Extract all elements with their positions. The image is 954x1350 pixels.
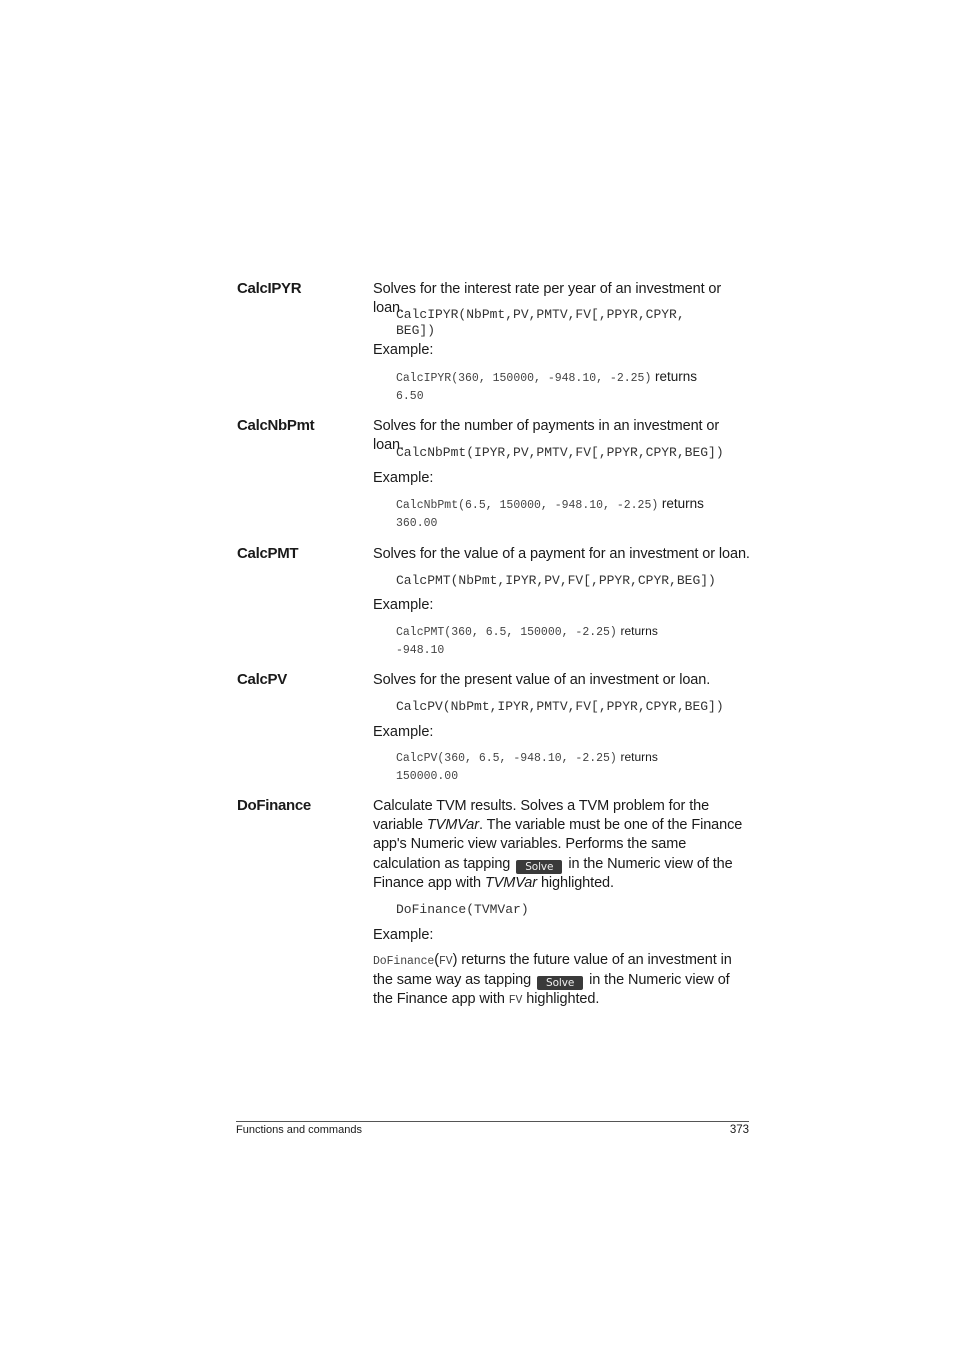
entry-term: CalcPV bbox=[237, 671, 287, 688]
example-result: 360.00 bbox=[396, 517, 438, 530]
example-block bbox=[396, 749, 756, 785]
example-result: 6.50 bbox=[396, 390, 424, 403]
example-code: FV bbox=[508, 994, 523, 1008]
example-code: CalcPMT(360, 6.5, 150000, -2.25) bbox=[396, 626, 617, 639]
footer-rule bbox=[236, 1121, 749, 1122]
example-code: FV bbox=[438, 955, 453, 968]
desc-text: Calculate TVM results. Solves a TVM problem for the variable bbox=[373, 798, 710, 834]
entry-description: Solves for the value of a payment for an investment or loan. bbox=[373, 546, 750, 562]
entry-syntax bbox=[396, 445, 756, 461]
example-label: Example: bbox=[373, 597, 434, 613]
page-number: 373 bbox=[729, 1124, 749, 1136]
example-code: DoFinance bbox=[373, 955, 435, 968]
example-description bbox=[373, 951, 753, 1011]
example-label: Example: bbox=[373, 470, 434, 486]
example-returns: returns bbox=[620, 624, 658, 638]
example-text: in the Numeric view of the Finance app with bbox=[373, 972, 730, 1008]
desc-text: in the Numeric view of the Finance app with bbox=[373, 855, 733, 891]
syntax-line: CalcPMT(NbPmt,IPYR,PV,FV[,PPYR,CPYR,BEG]) bbox=[396, 573, 716, 588]
example-text: highlighted. bbox=[526, 991, 600, 1008]
syntax-line: CalcIPYR(NbPmt,PV,PMTV,FV[,PPYR,CPYR, bbox=[396, 307, 685, 322]
syntax-line: CalcPV(NbPmt,IPYR,PMTV,FV[,PPYR,CPYR,BEG]) bbox=[396, 699, 724, 714]
solve-key-icon: Solve bbox=[537, 976, 583, 990]
example-label: Example: bbox=[373, 342, 434, 358]
entry-syntax bbox=[396, 307, 756, 339]
entry-term: CalcIPYR bbox=[237, 280, 302, 297]
entry-term: DoFinance bbox=[237, 797, 311, 814]
example-code: CalcIPYR(360, 150000, -948.10, -2.25) bbox=[396, 372, 652, 385]
example-returns: returns bbox=[620, 750, 658, 764]
example-result: 150000.00 bbox=[396, 770, 459, 783]
entry-term: CalcNbPmt bbox=[237, 417, 315, 434]
example-code: CalcNbPmt(6.5, 150000, -948.10, -2.25) bbox=[396, 499, 659, 512]
solve-key-icon: Solve bbox=[516, 860, 562, 874]
example-result: -948.10 bbox=[396, 644, 445, 657]
example-returns: returns bbox=[654, 369, 697, 384]
example-text: ) returns the future value of an investment in the same way as tapping bbox=[373, 952, 732, 989]
example-code: CalcPV(360, 6.5, -948.10, -2.25) bbox=[396, 752, 617, 765]
example-block bbox=[396, 496, 756, 532]
desc-text: highlighted. bbox=[540, 874, 614, 891]
footer-section-title: Functions and commands bbox=[236, 1124, 362, 1136]
desc-variable: TVMVar bbox=[426, 817, 479, 834]
example-text: ( bbox=[434, 952, 439, 968]
example-label: Example: bbox=[373, 724, 434, 740]
desc-variable: TVMVar bbox=[484, 874, 538, 891]
syntax-line: CalcNbPmt(IPYR,PV,PMTV,FV[,PPYR,CPYR,BEG]) bbox=[396, 445, 724, 460]
entry-syntax bbox=[396, 902, 756, 918]
entry-term: CalcPMT bbox=[237, 545, 299, 562]
syntax-line: BEG]) bbox=[396, 323, 436, 338]
entry-syntax bbox=[396, 699, 756, 715]
example-block bbox=[396, 623, 756, 659]
example-block bbox=[396, 369, 756, 405]
entry-syntax bbox=[396, 573, 756, 589]
entry-description bbox=[373, 797, 753, 893]
desc-text: . The variable must be one of the Finance app's Numeric view variables. Performs the same calculation as tapping bbox=[373, 817, 743, 872]
entry-description: Solves for the number of payments in an investment or loan. bbox=[373, 418, 720, 454]
entry-description: Solves for the present value of an investment or loan. bbox=[373, 672, 711, 688]
syntax-line: DoFinance(TVMVar) bbox=[396, 902, 529, 917]
example-label: Example: bbox=[373, 927, 434, 943]
entry-description: Solves for the interest rate per year of an investment or loan. bbox=[373, 281, 722, 317]
example-returns: returns bbox=[661, 496, 704, 511]
